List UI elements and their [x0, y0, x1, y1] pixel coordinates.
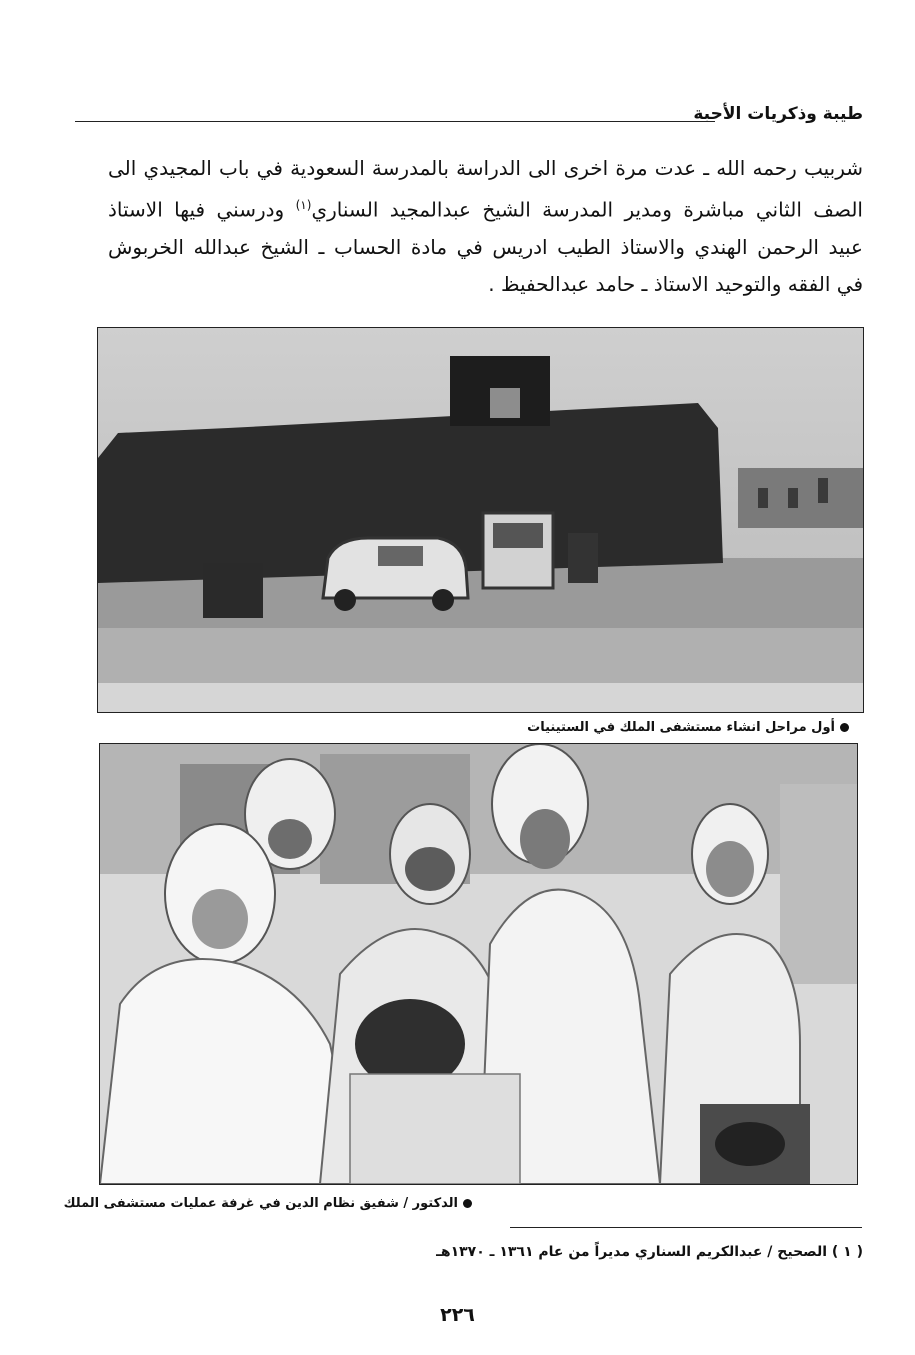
body-line-4: في الفقه والتوحيد الاستاذ ـ حامد عبدالحفيظ .	[488, 271, 863, 296]
body-line-1: شربيب رحمه الله ـ عدت مرة اخرى الى الدراسة بالمدرسة السعودية في باب المجيدي الى	[108, 156, 863, 180]
footnote: ( ١ ) الصحيح / عبدالكريم السناري مديراً من عام ١٣٦١ ـ ١٣٧٠هـ	[436, 1244, 863, 1260]
body-paragraph	[108, 150, 863, 303]
body-line-2-end: ودرسني فيها الاستاذ	[108, 197, 285, 222]
body-line-2	[108, 187, 863, 229]
body-line-3: عبيد الرحمن الهندي والاستاذ الطيب ادريس في مادة الحساب ـ الشيخ عبدالله الخربوش	[108, 234, 863, 259]
operating-room-photo	[99, 743, 858, 1185]
footnote-rule	[510, 1227, 862, 1228]
photo-caption-1	[527, 720, 849, 735]
photo-caption-2	[64, 1196, 472, 1211]
running-header-title: طيبة وذكريات الأحبة	[693, 104, 863, 124]
page-number: ٢٢٦	[440, 1304, 475, 1326]
photo-caption-2-text: الدكتور / شفيق نظام الدين في غرفة عمليات مستشفى الملك	[63, 1196, 458, 1211]
photo-caption-1-text: أول مراحل انشاء مستشفى الملك في الستينيات	[527, 720, 835, 735]
hospital-construction-photo	[97, 327, 864, 713]
body-line-2-start: الصف الثاني مباشرة ومدير المدرسة الشيخ عبدالمجيد السناري	[311, 197, 863, 222]
footnote-marker[interactable]: (١)	[295, 198, 312, 212]
caption-bullet-icon	[840, 723, 849, 732]
header-rule	[75, 121, 715, 122]
caption-bullet-icon	[463, 1199, 472, 1208]
